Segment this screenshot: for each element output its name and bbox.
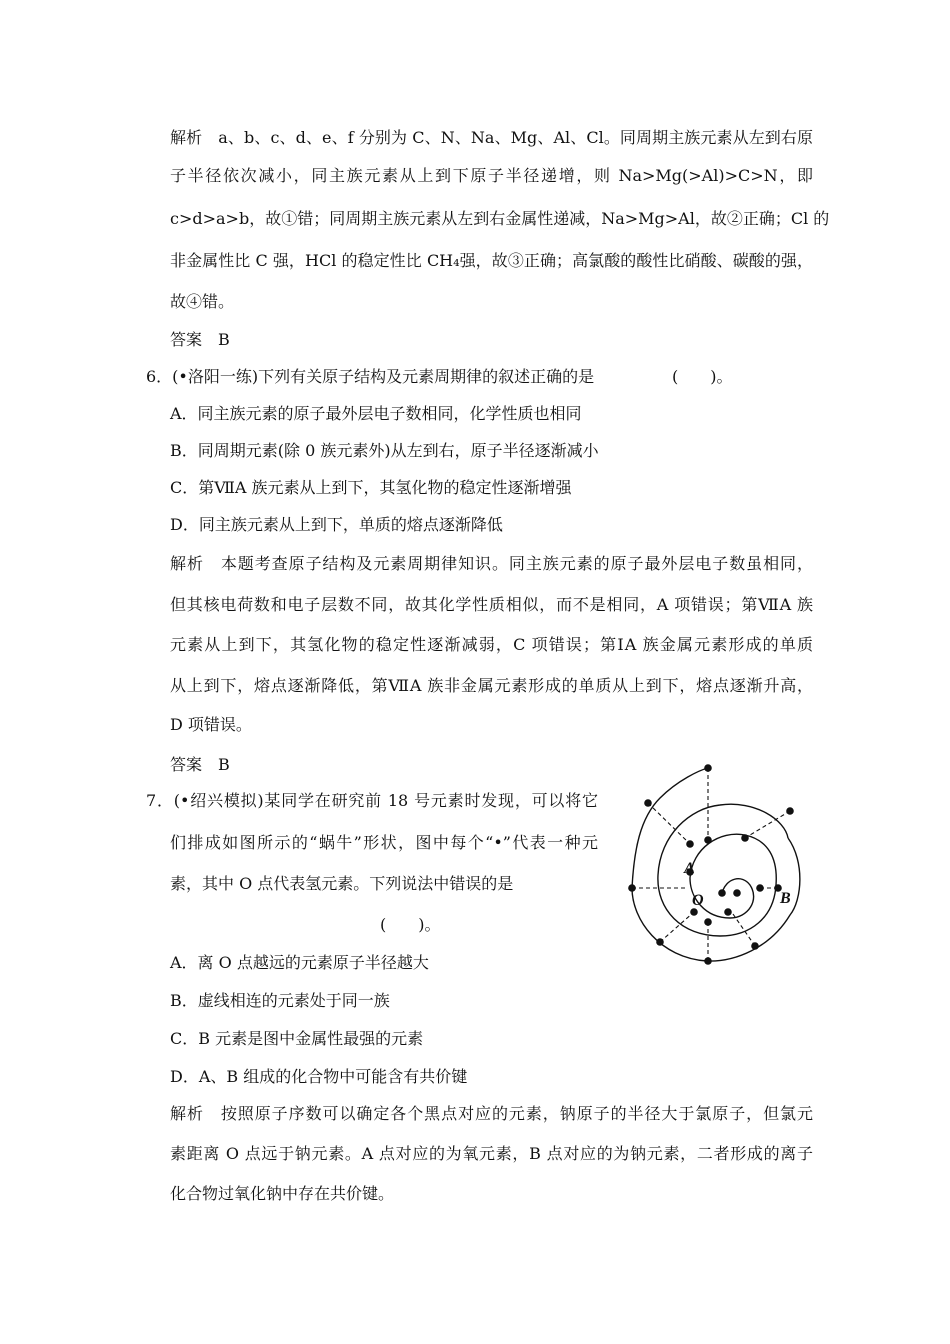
- element-dot: [644, 799, 652, 807]
- q5-answer: 答案 B: [170, 330, 230, 349]
- q6-option-b: B．同周期元素(除 0 族元素外)从左到右，原子半径逐渐减小: [170, 441, 599, 460]
- q7-analysis-line-1: 解析 按照原子序数可以确定各个黑点对应的元素，钠原子的半径大于氯原子，但氯元: [170, 1104, 813, 1123]
- q7-stem-line-2: 们排成如图所示的“蜗牛”形状，图中每个“•”代表一种元: [170, 833, 598, 852]
- q5-analysis-line-1: 解析 a、b、c、d、e、f 分别为 C、N、Na、Mg、Al、Cl。同周期主族元素从左到右原: [170, 128, 813, 147]
- q7-answer-blank: ( )。: [380, 915, 441, 934]
- q6-option-a: A．同主族元素的原子最外层电子数相同，化学性质也相同: [170, 404, 582, 423]
- element-dot: [628, 884, 636, 892]
- element-dot: [690, 908, 698, 916]
- q6-stem: 6．(•洛阳一练)下列有关原子结构及元素周期律的叙述正确的是: [146, 367, 595, 386]
- element-dot: [704, 957, 712, 965]
- element-dot: [686, 840, 694, 848]
- q5-analysis-line-2: 子半径依次减小，同主族元素从上到下原子半径递增，则 Na>Mg(>Al)>C>N，即: [170, 166, 813, 185]
- diagram-label-b: B: [780, 890, 791, 907]
- q6-analysis-line-2: 但其核电荷数和电子层数不同，故其化学性质相似，而不是相同，A 项错误；第ⅦA 族: [170, 595, 813, 614]
- q7-stem-line-3: 素，其中 O 点代表氢元素。下列说法中错误的是: [170, 874, 514, 893]
- element-dot: [704, 918, 712, 926]
- q6-analysis-line-5: D 项错误。: [170, 715, 252, 734]
- element-dot: [741, 834, 749, 842]
- q7-analysis-line-3: 化合物过氧化钠中存在共价键。: [170, 1184, 395, 1203]
- element-dot: [733, 889, 741, 897]
- element-dot: [718, 889, 726, 897]
- q7-analysis-line-2: 素距离 O 点远于钠元素。A 点对应的为氧元素，B 点对应的为钠元素，二者形成的离子: [170, 1144, 813, 1163]
- diagram-label-a: A: [684, 860, 695, 877]
- q6-analysis-line-4: 从上到下，熔点逐渐降低，第ⅦA 族非金属元素形成的单质从上到下，熔点逐渐升高，: [170, 676, 813, 695]
- q5-analysis-line-5: 故④错。: [170, 292, 235, 311]
- q5-analysis-line-3: c>d>a>b，故①错；同周期主族元素从左到右金属性递减，Na>Mg>Al，故②正确；Cl 的: [170, 209, 830, 228]
- q7-stem-line-1: 7．(•绍兴模拟)某同学在研究前 18 号元素时发现，可以将它: [146, 791, 598, 810]
- q6-option-c: C．第ⅦA 族元素从上到下，其氢化物的稳定性逐渐增强: [170, 478, 572, 497]
- q7-option-b: B．虚线相连的元素处于同一族: [170, 991, 390, 1010]
- q6-answer: 答案 B: [170, 755, 230, 774]
- q7-option-d: D．A、B 组成的化合物中可能含有共价键: [170, 1067, 468, 1086]
- element-dot: [786, 807, 794, 815]
- q6-answer-blank: ( )。: [672, 367, 733, 386]
- spiral-curve: [658, 804, 788, 936]
- q6-analysis-line-1: 解析 本题考查原子结构及元素周期律知识。同主族元素的原子最外层电子数虽相同，: [170, 554, 813, 573]
- element-dot: [751, 942, 759, 950]
- element-dot: [724, 908, 732, 916]
- q7-option-c: C．B 元素是图中金属性最强的元素: [170, 1029, 424, 1048]
- element-dot: [704, 764, 712, 772]
- dashed-group-line-8: [733, 914, 755, 946]
- snail-element-diagram: [618, 758, 818, 968]
- dashed-group-line-6: [660, 912, 694, 942]
- element-dot: [656, 938, 664, 946]
- dashed-group-line-3: [745, 811, 790, 838]
- q7-option-a: A．离 O 点越远的元素原子半径越大: [170, 953, 429, 972]
- q6-option-d: D．同主族元素从上到下，单质的熔点逐渐降低: [170, 515, 503, 534]
- q6-analysis-line-3: 元素从上到下，其氢化物的稳定性逐渐减弱，C 项错误；第ⅠA 族金属元素形成的单质: [170, 635, 813, 654]
- diagram-label-o: O: [692, 892, 704, 909]
- q5-analysis-line-4: 非金属性比 C 强，HCl 的稳定性比 CH₄强，故③正确；高氯酸的酸性比硝酸、碳酸的强，: [170, 251, 813, 270]
- element-dot: [756, 884, 764, 892]
- element-dot: [704, 836, 712, 844]
